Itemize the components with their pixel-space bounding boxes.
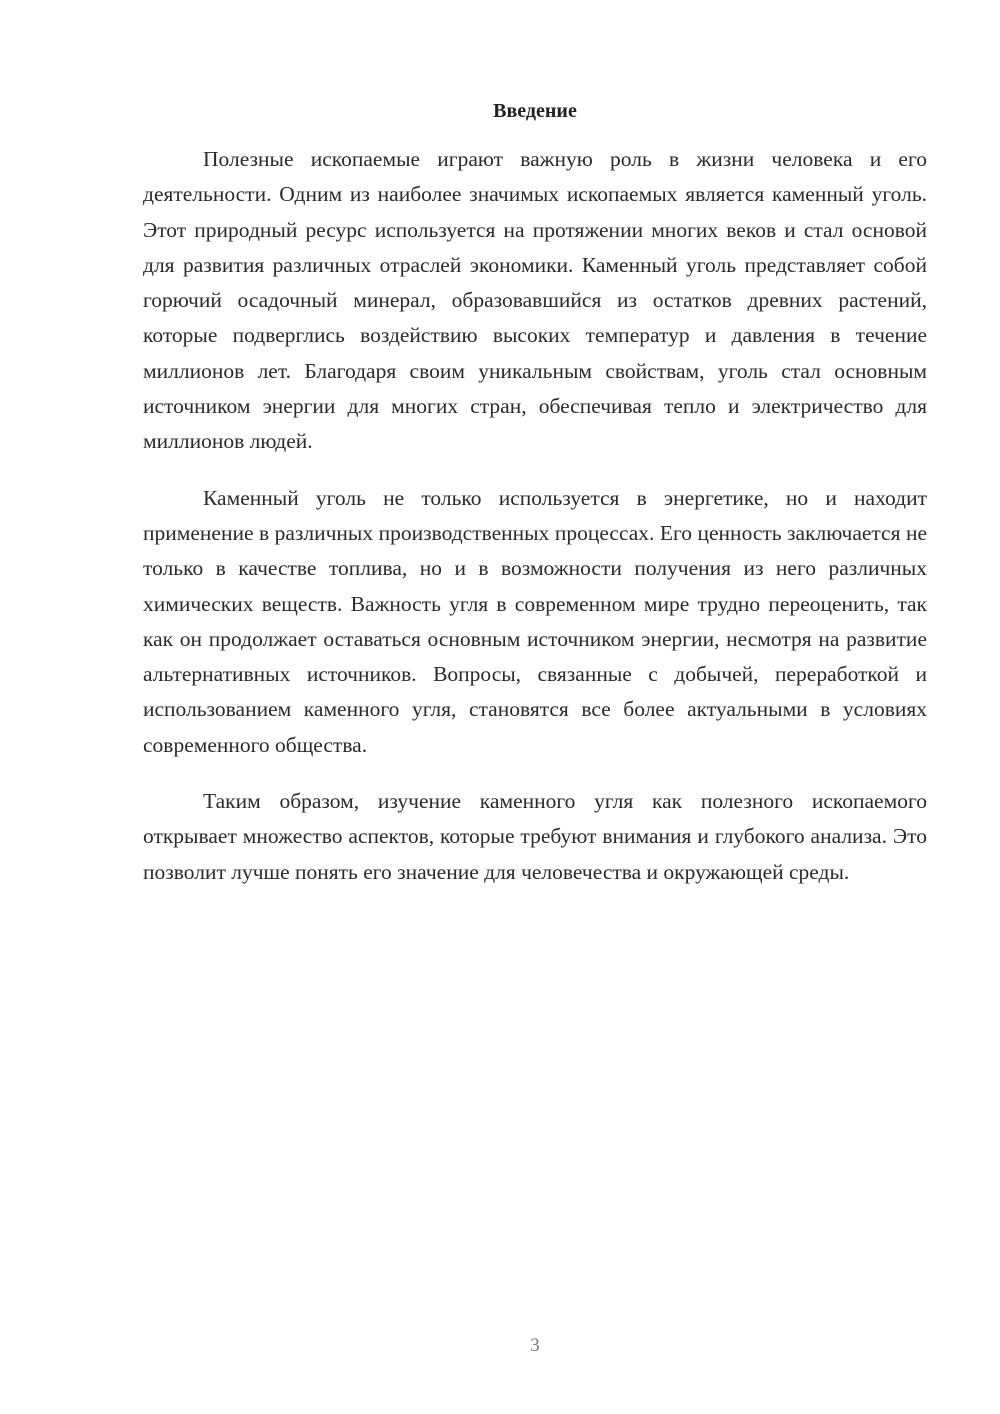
paragraph-3: Таким образом, изучение каменного угля как полезного ископаемого открывает множество аспектов, которые требуют внимания и глубокого анализа. Это позволит лучше понять его значение для человечества и окружающей среды.: [143, 789, 927, 884]
page-number: 3: [530, 1335, 540, 1356]
body-text: [143, 142, 927, 911]
paragraph-2: Каменный уголь не только используется в энергетике, но и находит применение в различных производственных процессах. Его ценность заключается не только в качестве топлива, но и в возможности получения из него различных химических веществ. Важность угля в современном мире трудно переоценить, так как он продолжает оставаться основным источником энергии, несмотря на развитие альтернативных источников. Вопросы, связанные с добычей, переработкой и использованием каменного угля, становятся все более актуальными в условиях современного общества.: [143, 485, 927, 757]
paragraph-1: Полезные ископаемые играют важную роль в жизни человека и его деятельности. Одним из наиболее значимых ископаемых является каменный уголь. Этот природный ресурс используется на протяжении многих веков и стал основой для развития различных отраслей экономики. Каменный уголь представляет собой горючий осадочный минерал, образовавшийся из остатков древних растений, которые подверглись воздействию высоких температур и давления в течение миллионов лет. Благодаря своим уникальным свойствам, уголь стал основным источником энергии для многих стран, обеспечивая тепло и электричество для миллионов людей.: [143, 147, 927, 454]
section-heading: Введение: [493, 100, 577, 122]
